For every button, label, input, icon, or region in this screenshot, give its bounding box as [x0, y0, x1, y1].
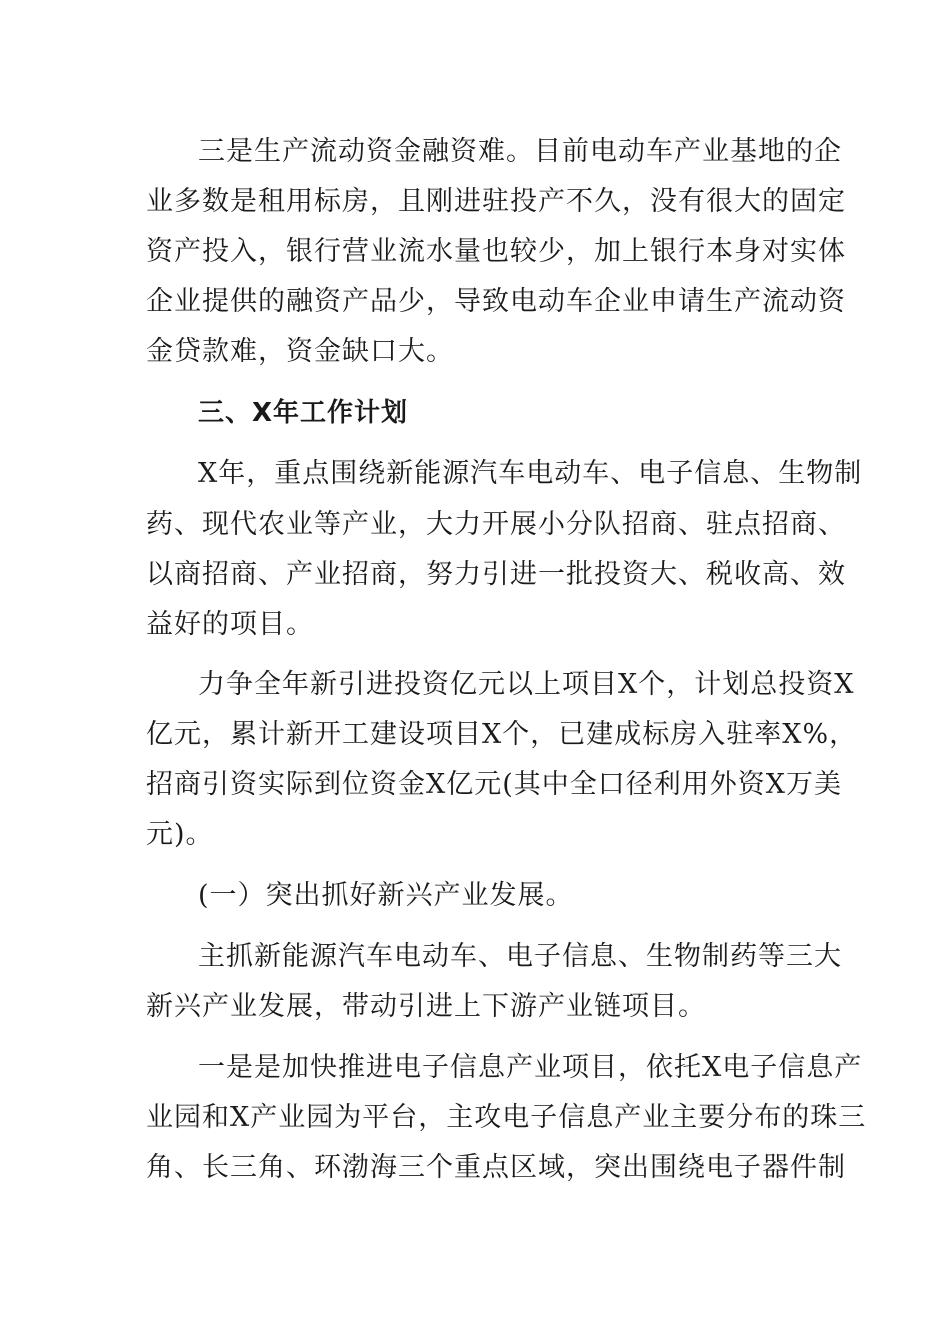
paragraph-line: 招商引资实际到位资金X亿元(其中全口径利用外资X万美 [146, 769, 842, 800]
paragraph-line: 药、现代农业等产业，大力开展小分队招商、驻点招商、 [146, 509, 846, 540]
paragraph-line: 益好的项目。 [146, 609, 314, 640]
paragraph-line: 新兴产业发展，带动引进上下游产业链项目。 [146, 991, 706, 1022]
paragraph-line: 主抓新能源汽车电动车、电子信息、生物制药等三大 [198, 941, 842, 972]
paragraph-line: 元)。 [146, 819, 214, 850]
paragraph-line: 亿元，累计新开工建设项目X个，已建成标房入驻率X%， [146, 719, 858, 750]
paragraph-line: 三是生产流动资金融资难。目前电动车产业基地的企 [198, 136, 842, 167]
paragraph-line: 一是是加快推进电子信息产业项目，依托X电子信息产 [198, 1052, 863, 1083]
paragraph-line: 业园和X产业园为平台，主攻电子信息产业主要分布的珠三 [146, 1102, 867, 1133]
paragraph-line: 资产投入，银行营业流水量也较少，加上银行本身对实体 [146, 236, 846, 267]
paragraph-line: 业多数是租用标房，且刚进驻投产不久，没有很大的固定 [146, 186, 846, 217]
subsection-title: (一）突出抓好新兴产业发展。 [198, 880, 574, 911]
paragraph-line: 金贷款难，资金缺口大。 [146, 336, 454, 367]
paragraph-line: X年，重点围绕新能源汽车电动车、电子信息、生物制 [198, 458, 863, 489]
paragraph-line: 力争全年新引进投资亿元以上项目X个，计划总投资X [198, 669, 855, 700]
paragraph-line: 角、长三角、环渤海三个重点区域，突出围绕电子器件制 [146, 1152, 846, 1183]
section-heading: 三、X年工作计划 [198, 398, 409, 428]
paragraph-line: 以商招商、产业招商，努力引进一批投资大、税收高、效 [146, 559, 846, 590]
paragraph-line: 企业提供的融资产品少，导致电动车企业申请生产流动资 [146, 286, 846, 317]
